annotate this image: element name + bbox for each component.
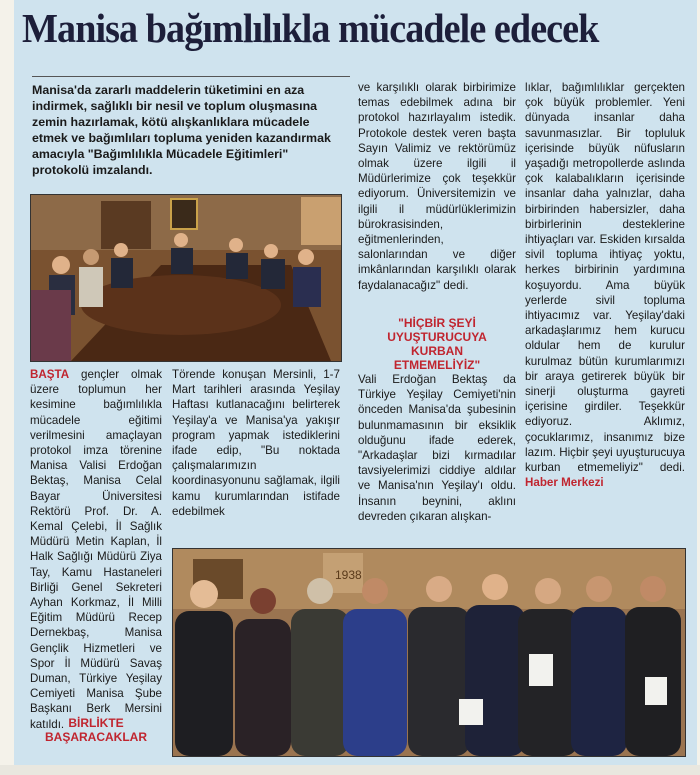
column-1-text: gençler olmak üzere toplumun her kesimine bağımlılıkla mücadele eğitimi verilmesini amaçlayan protokol imza törenine Manisa Valisi Erdoğan Bektaş, Manisa Celal Bayar Üniversitesi Rektörü Prof. Dr. A. Kemal Çelebi, İl Sağlık Müdürü Metin Kaplan, İl Halk Sağlığı Müdürü Ziya Tay, Kamu Hastaneleri Birliği Genel Sekreteri Ayhan Korkmaz, İl Milli Eğitim Müdürü Recep Dernekbaş, Manisa Gençlik Hizmetleri ve Spor İl Müdürü Savaş Duman, Türkiye Yeşilay Cemiyeti Manisa Şube Başkanı Berk Mersini katıldı. — [30, 368, 162, 731]
article-column-3-continued: Vali Erdoğan Bektaş da Türkiye Yeşilay Cemiyeti'nin önceden Manisa'da şubesinin bulunmamasının bir eksiklik olduğunu ifade ederek, "Arkadaşlar bizi kırmadılar tavsiyelerimizi ciddiye aldılar ve Manisa'nın Yeşilay'ı oldu. İnsanın beynini, aklını devreden çıkaran alışkan- — [358, 373, 516, 523]
article-column-2: Törende konuşan Mersinli, 1-7 Mart tarihleri arasında Yeşilay Haftası kutlanacağını belirterek Yeşilay'a ve Manisa'ya yakışır program yapmak istediklerini ifade edip, "Bu noktada çalışmalarımızın koordinasyonunu sağlamak, ilgili kamu kurumlarından istifade edebilmek — [172, 368, 340, 518]
subhead-hicbir-sey: "HİÇBİR ŞEYİ UYUŞTURUCUYA KURBAN ETMEMELİYİZ" — [387, 316, 487, 372]
headline: Manisa bağımlılıkla mücadele edecek — [22, 5, 599, 51]
lead-word: BAŞTA — [30, 368, 70, 381]
meeting-photo — [30, 194, 342, 362]
article-column-3: ve karşılıklı olarak birbirimize temas edebilmek adına bir protokol hazırlayalım istedik. Protokole destek veren başta Sayın Valimiz ve rektörümüz olmak üzere ilgili il Müdürlerimize çok teşekkür ediyorum. Üniversitemizin ve ilgili il müdürlüklerimizin bürokrasisinden, eğitmenlerinden, salonlarından ve diğer imkânlarından karşılıklı olarak faydalanacağız" dedi. — [358, 81, 516, 292]
lead-rule — [32, 76, 350, 77]
article-column-4 — [525, 80, 685, 490]
group-photo-illustration — [173, 549, 685, 756]
article-column-1 — [30, 367, 162, 732]
group-photo — [172, 548, 686, 757]
subhead-birlikte: BİRLİKTE BAŞARACAKLAR — [45, 716, 147, 744]
byline: Haber Merkezi — [525, 476, 604, 490]
page-bottom-edge — [0, 765, 700, 775]
column-4-text: lıklar, bağımlılıklar gerçekten çok büyük problemler. Yeni dünyada insanlar daha savunmasızlar. Bir topluluk içerisinde büyük nüfusların yaşadığı metropollerde aslında çok kalabalıkların içerisinde insanlar daha yalnızlar, daha birbirinden habersizler, daha birbirlerinin desteklerine ihtiyaçları var. Eskiden kırsalda sivil topluma ihtiyaç yoktu, herkes birbirinin yardımına koşuyordu. Ama büyük yerlerde sivil topluma ihtiyacımız var. Yeşilay'daki arkadaşlarımız hem kurucu oldular hem de kurulur kurulmaz bütün kurumlarımızı bir araya getirerek büyük bir sinerji oluşturma gayreti içerisine girdiler. Teşekkür ediyoruz. Aklımız, çocuklarımız, insanımız bize lazım. Hiçbir şeyi uyuşturucuya kurban etmemeliyiz" dedi. — [525, 81, 685, 475]
meeting-photo-illustration — [31, 195, 341, 361]
wall-year: 1938 — [335, 568, 362, 582]
lead-paragraph: Manisa'da zararlı maddelerin tüketimini en aza indirmek, sağlıklı bir nesil ve toplum oluşmasına zemin hazırlamak, kötü alışkanlıklara mücadele etmek ve bağımlıları topluma yeniden kazandırmak amacıyla "Bağımlılıkla Mücadele Eğitimleri" protokolü imzalandı. — [32, 83, 331, 177]
